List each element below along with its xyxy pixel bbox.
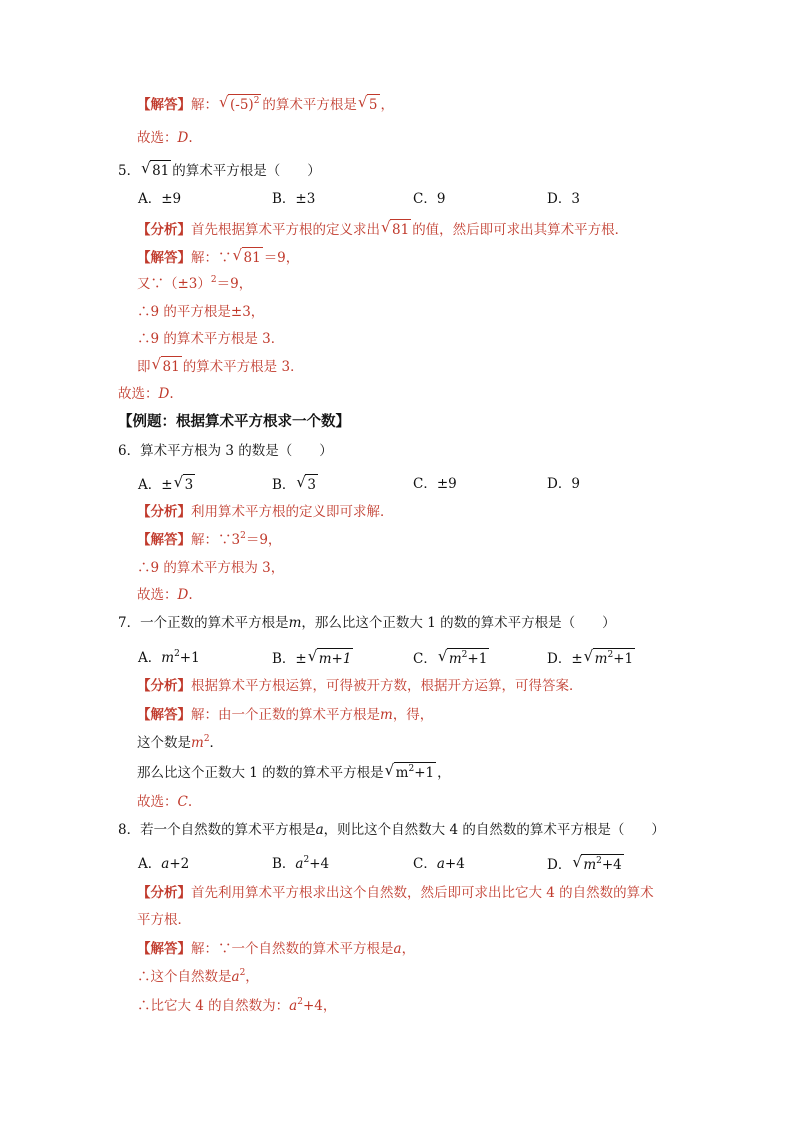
q5-answer-1: 【解答】解：∵ √ 81 ＝9，	[137, 246, 300, 266]
q5-answer-5: 即 √ 81 的算术平方根是 3．	[137, 355, 304, 375]
q7-answer-3: 那么比这个正数大 1 的数的算术平方根是 √ $m^2+1$ ，	[137, 761, 451, 781]
q6-option-c: C．±9	[413, 476, 457, 492]
q7-option-c: C． √ $m^2+1$	[413, 647, 488, 667]
q4-answer-line: 【解答】解： √ $(-5)^2$ 的算术平方根是 √ 5 ，	[137, 93, 395, 113]
sqrt-expression: √ $m^2+4$	[572, 853, 622, 873]
q8-option-a: A．a+2	[138, 856, 190, 872]
q8-answer-1: 【解答】解：∵一个自然数的算术平方根是a，	[137, 941, 416, 957]
q6-option-d: D．9	[547, 476, 580, 492]
q5-option-a: A．±9	[138, 191, 182, 207]
sqrt-expression: √ 81	[141, 159, 170, 179]
sqrt-expression: √ 81	[381, 218, 410, 238]
sqrt-expression: √ 3	[296, 473, 317, 493]
q5-analysis: 【分析】首先根据算术平方根的定义求出 √ 81 的值，然后即可求出其算术平方根．	[137, 218, 629, 238]
q8-analysis-2: 平方根．	[137, 912, 191, 928]
q5-answer-3: ∴9 的平方根是±3，	[137, 304, 265, 320]
q6-analysis: 【分析】利用算术平方根的定义即可求解．	[137, 504, 394, 520]
choice-letter: D	[177, 130, 189, 146]
q7-option-a: A．$m^2+1$	[138, 649, 200, 666]
answer-jie: 解：	[191, 97, 218, 113]
q6-option-a: A．± √ 3	[138, 473, 194, 493]
q4-choose-line: 故选：D.	[137, 130, 193, 146]
sqrt-expression: √ 5	[357, 93, 378, 113]
sqrt-expression: √ 81	[151, 355, 180, 375]
sqrt-expression: √ $(-5)^2$	[219, 93, 260, 113]
question-number: 5．	[118, 163, 141, 179]
q5-answer-4: ∴9 的算术平方根是 3．	[137, 331, 285, 347]
q6-stem: 6．算术平方根为 3 的数是（ ）	[118, 443, 333, 459]
q7-option-d: D．± √ $m^2+1$	[547, 647, 634, 667]
q6-option-b: B． √ 3	[272, 473, 317, 493]
q7-analysis: 【分析】根据算术平方根运算，可得被开方数，根据开方运算，可得答案．	[137, 678, 583, 694]
q8-analysis-1: 【分析】首先利用算术平方根求出这个自然数，然后即可求出比它大 4 的自然数的算术	[137, 885, 654, 901]
sqrt-expression: √ $m^2+1$	[583, 647, 634, 667]
q5-choose: 故选：D.	[118, 386, 174, 402]
q7-stem: 7．一个正数的算术平方根是m，那么比这个正数大 1 的数的算术平方根是（ ）	[118, 615, 616, 631]
q6-answer-2: ∴9 的算术平方根为 3，	[137, 560, 285, 576]
q8-option-d: D． √ $m^2+4$	[547, 853, 622, 873]
q8-answer-2: ∴这个自然数是$a^2$，	[137, 968, 259, 985]
q7-option-b: B．± √ m+1	[272, 647, 352, 667]
q8-answer-3: ∴比它大 4 的自然数为：$a^2+4$，	[137, 997, 337, 1014]
q5-stem: 5． √ 81 的算术平方根是（ ）	[118, 159, 321, 179]
q6-choose: 故选：D.	[137, 587, 193, 603]
sqrt-expression: √ 3	[173, 473, 194, 493]
q7-answer-1: 【解答】解：由一个正数的算术平方根是m，得，	[137, 707, 434, 723]
sqrt-expression: √ m+1	[307, 647, 352, 667]
sqrt-expression: √ 81	[232, 246, 261, 266]
q8-option-c: C．a+4	[413, 856, 465, 872]
answer-tag: 【解答】	[137, 97, 191, 113]
section-heading: 【例题：根据算术平方根求一个数】	[118, 413, 350, 430]
q7-answer-2: 这个数是$m^2$．	[137, 734, 224, 751]
q5-option-c: C．9	[413, 191, 446, 207]
q5-option-b: B．±3	[272, 191, 316, 207]
q5-answer-2: 又$\because(\pm 3)^2=9$，	[137, 275, 253, 292]
sqrt-expression: √ $m^2+1$	[437, 647, 488, 667]
q6-answer-1: 【解答】解：$\because 3^2=9$，	[137, 531, 282, 548]
q8-option-b: B．$a^2+4$	[272, 855, 330, 872]
q8-stem: 8．若一个自然数的算术平方根是a，则比这个自然数大 4 的自然数的算术平方根是（ ）	[118, 822, 665, 838]
q5-option-d: D．3	[547, 191, 580, 207]
q7-choose: 故选：C.	[137, 794, 193, 810]
sqrt-expression: √ $m^2+1$	[384, 761, 435, 781]
